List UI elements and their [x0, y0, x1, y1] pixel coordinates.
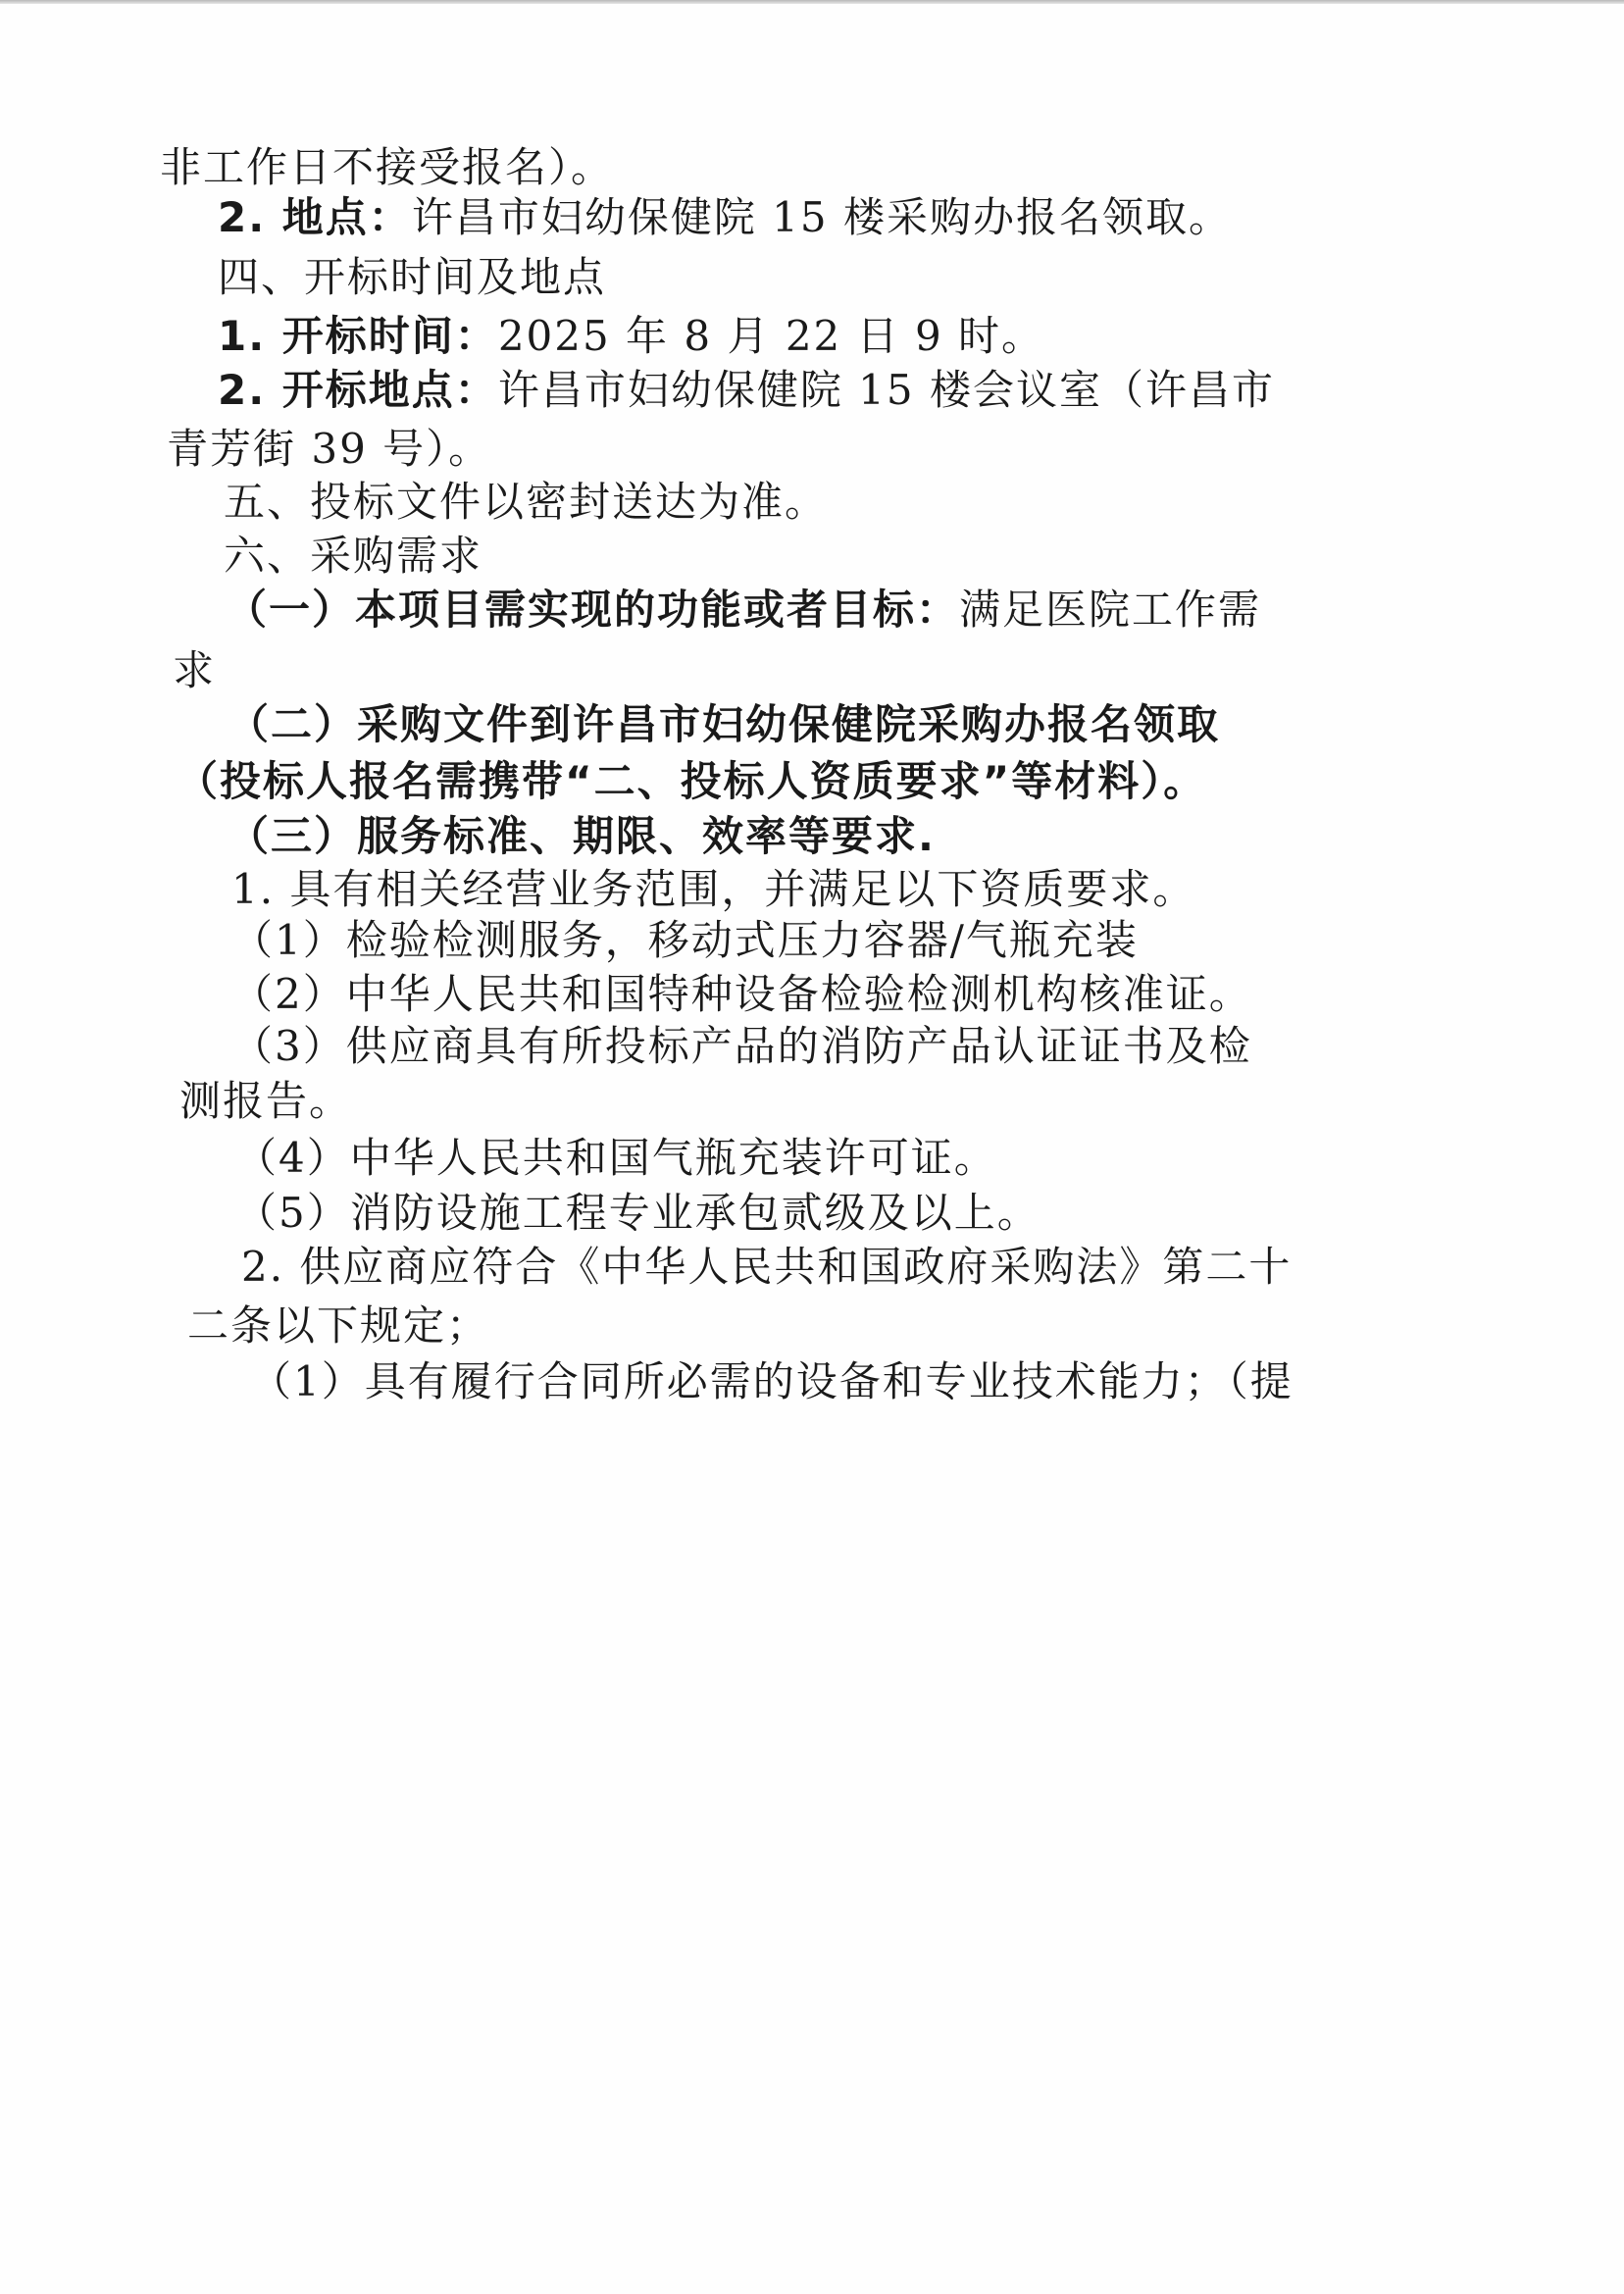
- line-4-label: 1. 开标时间：: [218, 312, 498, 360]
- line-18: [179, 1077, 352, 1126]
- line-1: [160, 143, 614, 192]
- line-4: [218, 312, 1044, 361]
- line-18-text: 测报告。: [179, 1077, 353, 1125]
- line-14-text: 1. 具有相关经营业务范围，并满足以下资质要求。: [231, 865, 1196, 913]
- line-2-label: 2. 地点：: [218, 193, 412, 241]
- line-23-text: （1）具有履行合同所必需的设备和专业技术能力；（提: [250, 1357, 1294, 1405]
- line-9-text: 满足医院工作需: [959, 586, 1262, 634]
- line-16: [231, 970, 1252, 1019]
- section-6-heading: [224, 532, 482, 581]
- line-9: [226, 586, 1261, 635]
- line-20: [235, 1189, 1040, 1238]
- line-5: [218, 366, 1275, 415]
- line-21-text: 2. 供应商应符合《中华人民共和国政府采购法》第二十: [241, 1243, 1293, 1291]
- line-10: [173, 646, 216, 695]
- line-6-text: 青芳街 39 号）。: [167, 425, 492, 473]
- line-19-text: （4）中华人民共和国气瓶充装许可证。: [235, 1134, 997, 1182]
- line-17: [231, 1022, 1252, 1071]
- line-20-text: （5）消防设施工程专业承包贰级及以上。: [235, 1189, 1040, 1237]
- line-2-text: 许昌市妇幼保健院 15 楼采购办报名领取。: [411, 193, 1232, 241]
- line-15: [231, 916, 1139, 965]
- line-22-text: 二条以下规定；: [187, 1301, 490, 1350]
- line-21: [241, 1243, 1292, 1292]
- subsection-2-line-1: [228, 700, 1220, 749]
- line-1-text: 非工作日不接受报名）。: [160, 143, 615, 191]
- line-22: [187, 1301, 489, 1351]
- line-8-text: 六、采购需求: [224, 532, 483, 580]
- section-4-heading: [218, 253, 606, 302]
- subsection-3-heading: [228, 812, 936, 861]
- line-12-text: （投标人报名需携带“二、投标人资质要求”等材料）。: [177, 757, 1207, 805]
- line-4-text: 2025 年 8 月 22 日 9 时。: [497, 312, 1045, 360]
- line-23: [250, 1357, 1294, 1406]
- line-15-text: （1）检验检测服务，移动式压力容器/气瓶充装: [231, 916, 1139, 964]
- line-7-text: 五、投标文件以密封送达为准。: [224, 478, 829, 526]
- section-5-heading: [224, 478, 828, 527]
- line-5-label: 2. 开标地点：: [218, 366, 498, 414]
- line-9-label: （一）本项目需实现的功能或者目标：: [226, 586, 960, 634]
- scan-edge-line: [0, 0, 1624, 4]
- line-13-text: （三）服务标准、期限、效率等要求.: [228, 812, 936, 860]
- line-16-text: （2）中华人民共和国特种设备检验检测机构核准证。: [231, 970, 1252, 1018]
- line-5-text: 许昌市妇幼保健院 15 楼会议室（许昌市: [497, 366, 1275, 414]
- line-10-text: 求: [173, 646, 217, 694]
- line-6: [167, 425, 491, 474]
- line-14: [231, 865, 1195, 914]
- line-11-text: （二）采购文件到许昌市妇幼保健院采购办报名领取: [228, 700, 1221, 748]
- line-2: [218, 193, 1232, 242]
- subsection-2-line-2: [177, 757, 1206, 806]
- line-19: [235, 1134, 997, 1183]
- line-3-text: 四、开标时间及地点: [218, 253, 607, 301]
- line-17-text: （3）供应商具有所投标产品的消防产品认证证书及检: [231, 1022, 1252, 1070]
